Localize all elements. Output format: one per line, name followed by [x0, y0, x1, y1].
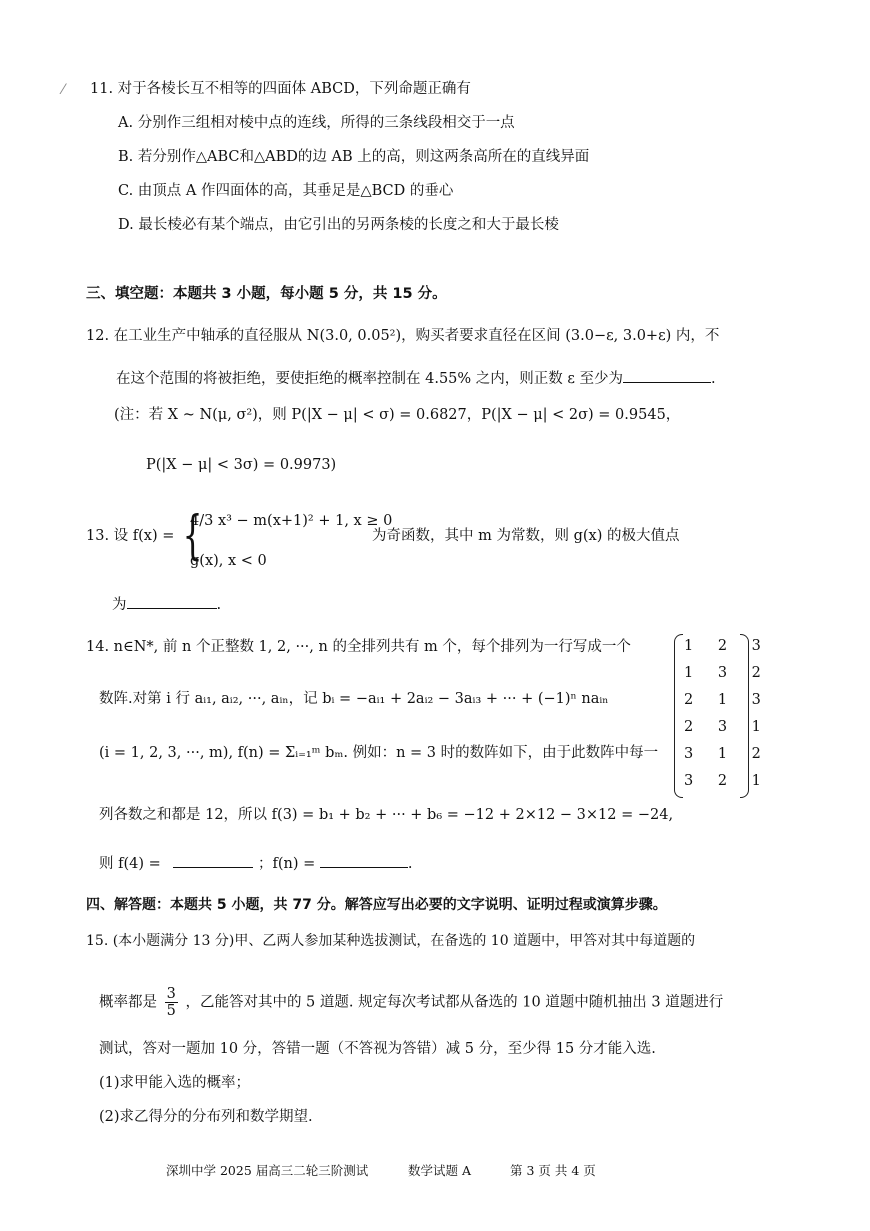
q14-line5-end: .	[407, 856, 413, 872]
matrix-row: 2 1 3	[684, 692, 771, 708]
footer-page: 第 3 页 共 4 页	[510, 1163, 596, 1178]
q11-option-c: C. 由顶点 A 作四面体的高，其垂足是△BCD 的垂心	[118, 183, 454, 199]
q11-option-b: B. 若分别作△ABC和△ABD的边 AB 上的高，则这两条高所在的直线异面	[118, 149, 590, 165]
q14-line2: 数阵.对第 i 行 aᵢ₁, aᵢ₂, ···, aᵢₙ，记 bᵢ = −aᵢ₁ + 2aᵢ₂ − 3aᵢ₃ + ··· + (−1)ⁿ naᵢₙ	[99, 691, 609, 707]
q13-case1: 4/3 x³ − m(x+1)² + 1, x ≥ 0	[190, 513, 393, 529]
q15-fraction	[165, 986, 178, 1019]
q12-note1: (注：若 X ~ N(μ, σ²)，则 P(|X − μ| < σ) = 0.6827，P(|X − μ| < 2σ) = 0.9545，	[114, 407, 681, 423]
q12-answer-blank[interactable]	[623, 368, 711, 383]
q15-frac-den: 5	[166, 1003, 176, 1019]
q13-line2-text: 为	[112, 597, 127, 613]
footer-subject: 数学试题 A	[408, 1163, 472, 1178]
q13-answer-blank[interactable]	[127, 594, 217, 609]
q13-line2	[112, 594, 221, 614]
matrix-row: 2 3 1	[684, 719, 771, 735]
q15-line2	[99, 986, 723, 1019]
section4-title: 四、解答题：本题共 5 小题，共 77 分。解答应写出必要的文字说明、证明过程或演算步骤。	[86, 897, 667, 913]
q15-line1: 15. (本小题满分 13 分)甲、乙两人参加某种选拔测试，在备选的 10 道题中，甲答对其中每道题的	[86, 933, 696, 949]
q14-line1: 14. n∈N*, 前 n 个正整数 1, 2, ···, n 的全排列共有 m 个，每个排列为一行写成一个	[86, 639, 631, 655]
q14-fn-answer-blank[interactable]	[320, 853, 408, 868]
pencil-mark-icon: ⁄	[62, 82, 65, 98]
q15-line2b: ，乙能答对其中的 5 道题. 规定每次考试都从备选的 10 道题中随机抽出 3 道题进行	[185, 994, 724, 1011]
q15-sub1: (1)求甲能入选的概率；	[99, 1075, 251, 1091]
matrix-row: 1 2 3	[684, 638, 771, 654]
matrix-left-bracket	[674, 634, 683, 798]
q14-line4: 列各数之和都是 12，所以 f(3) = b₁ + b₂ + ··· + b₆ = −12 + 2×12 − 3×12 = −24,	[99, 807, 674, 823]
q15-sub2: (2)求乙得分的分布列和数学期望.	[99, 1109, 313, 1125]
q15-line3: 测试，答对一题加 10 分，答错一题（不答视为答错）减 5 分，至少得 15 分才能入选.	[99, 1041, 656, 1057]
q11-option-a: A. 分别作三组相对棱中点的连线，所得的三条线段相交于一点	[118, 115, 515, 131]
matrix-row: 1 3 2	[684, 665, 771, 681]
q11-option-d: D. 最长棱必有某个端点，由它引出的另两条棱的长度之和大于最长棱	[118, 217, 559, 233]
q12-line2-end: .	[711, 371, 716, 387]
q14-f4-answer-blank[interactable]	[173, 853, 253, 868]
q13-suffix: 为奇函数，其中 m 为常数，则 g(x) 的极大值点	[372, 528, 680, 544]
q12-note2: P(|X − μ| < 3σ) = 0.9973)	[146, 457, 337, 473]
q14-f4-label: 则 f(4) =	[99, 856, 161, 872]
section3-title: 三、填空题：本题共 3 小题，每小题 5 分，共 15 分。	[86, 286, 447, 302]
matrix-row: 3 1 2	[684, 746, 771, 762]
q13-case2: g(x), x < 0	[190, 553, 267, 569]
q13-prefix: 13. 设 f(x) =	[86, 528, 175, 544]
q14-line3: (i = 1, 2, 3, ···, m), f(n) = Σᵢ₌₁ᵐ bₘ. 例如：n = 3 时的数阵如下，由于此数阵中每一	[99, 745, 659, 761]
q12-line1: 12. 在工业生产中轴承的直径服从 N(3.0, 0.05²)，购买者要求直径在区间 (3.0−ε, 3.0+ε) 内，不	[86, 328, 720, 344]
footer-school: 深圳中学 2025 届高三二轮三阶测试	[166, 1163, 369, 1178]
matrix-row: 3 2 1	[684, 773, 771, 789]
q15-frac-num: 3	[166, 986, 176, 1002]
q11-stem: 11. 对于各棱长互不相等的四面体 ABCD，下列命题正确有	[90, 81, 471, 97]
q14-fn-label: ；f(n) =	[258, 856, 316, 872]
q13-line2-end: .	[216, 597, 222, 613]
q13-brace-icon: {	[182, 506, 203, 566]
q14-line5	[99, 853, 413, 873]
q12-line2-text: 在这个范围的将被拒绝，要使拒绝的概率控制在 4.55% 之内，则正数 ε 至少为	[116, 371, 624, 387]
q12-line2	[116, 368, 716, 388]
q15-line2a: 概率都是	[99, 994, 157, 1011]
